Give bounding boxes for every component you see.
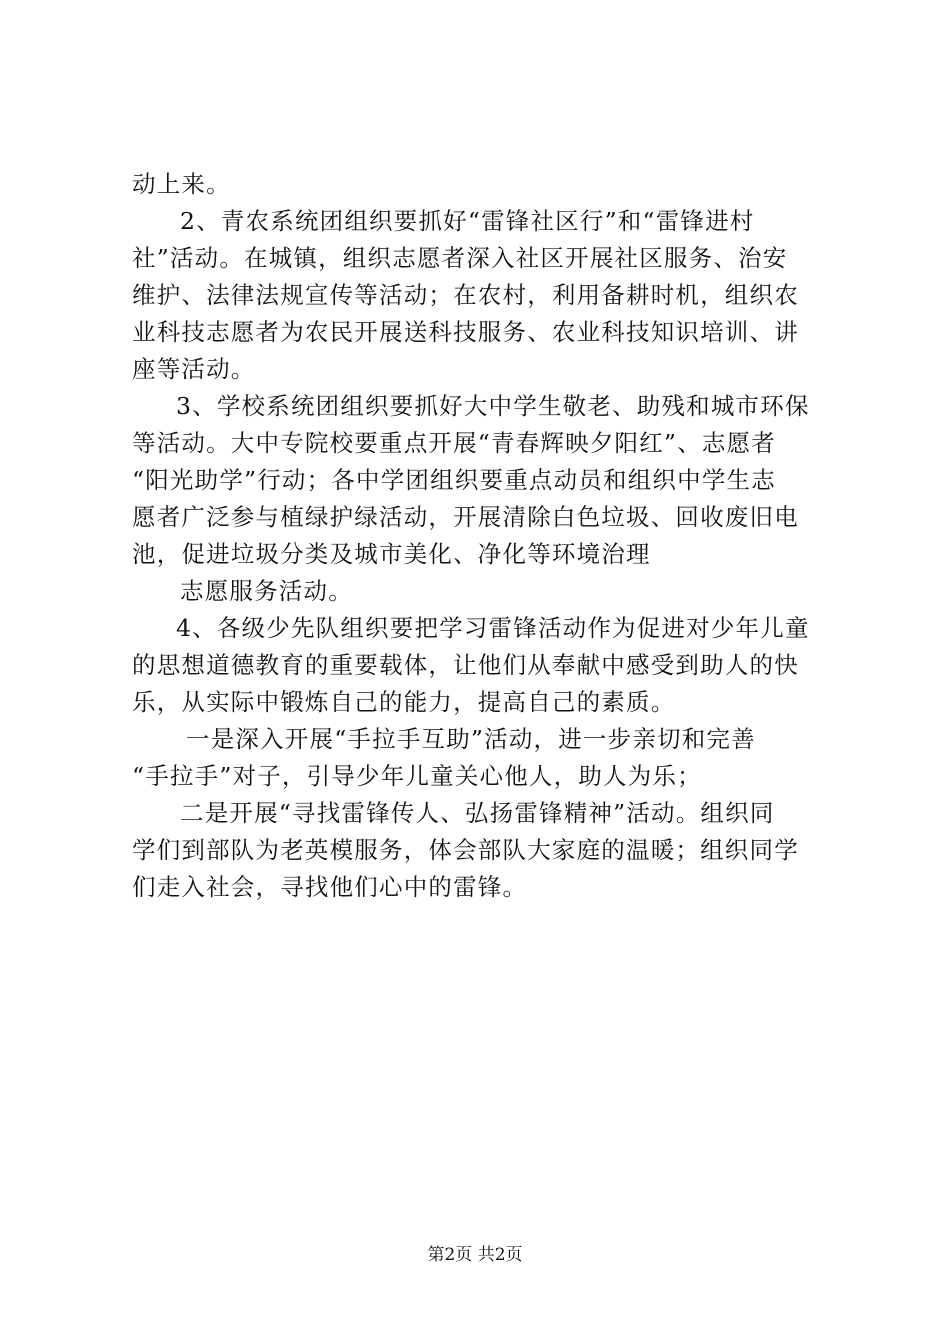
text-line: 的思想道德教育的重要载体，让他们从奉献中感受到助人的快 [132, 651, 799, 679]
text-line: 业科技志愿者为农民开展送科技服务、农业科技知识培训、讲 [132, 318, 799, 346]
text-line: 等活动。大中专院校要重点开展“青春辉映夕阳红”、志愿者 [132, 429, 776, 457]
text-line: 乐，从实际中锻炼自己的能力，提高自己的素质。 [132, 688, 676, 716]
text-line: 3、学校系统团组织要抓好大中学生敬老、助残和城市环保 [176, 392, 810, 420]
page-footer: 第2页 共2页 [427, 1245, 523, 1265]
text-line: 志愿服务活动。 [180, 577, 353, 605]
text-line: 愿者广泛参与植绿护绿活动，开展清除白色垃圾、回收废旧电 [132, 503, 799, 531]
text-line: 2、青农系统团组织要抓好“雷锋社区行”和“雷锋进村 [180, 207, 755, 235]
text-line: 一是深入开展“手拉手互助”活动，进一步亲切和完善 [186, 725, 756, 753]
text-line: “手拉手”对子，引导少年儿童关心他人，助人为乐； [132, 762, 702, 790]
text-line: 社”活动。在城镇，组织志愿者深入社区开展社区服务、治安 [132, 244, 788, 272]
text-line: 池，促进垃圾分类及城市美化、净化等环境治理 [132, 540, 651, 568]
text-line: 4、各级少先队组织要把学习雷锋活动作为促进对少年儿童 [176, 614, 810, 642]
text-line: 们走入社会，寻找他们心中的雷锋。 [132, 873, 528, 901]
text-line: 二是开展“寻找雷锋传人、弘扬雷锋精神”活动。组织同 [180, 799, 775, 827]
text-line: “阳光助学”行动；各中学团组织要重点动员和组织中学生志 [132, 466, 776, 494]
text-line: 学们到部队为老英模服务，体会部队大家庭的温暖；组织同学 [132, 836, 799, 864]
text-line: 动上来。 [132, 170, 231, 198]
text-line: 座等活动。 [132, 355, 256, 383]
text-line: 维护、法律法规宣传等活动；在农村，利用备耕时机，组织农 [132, 281, 799, 309]
